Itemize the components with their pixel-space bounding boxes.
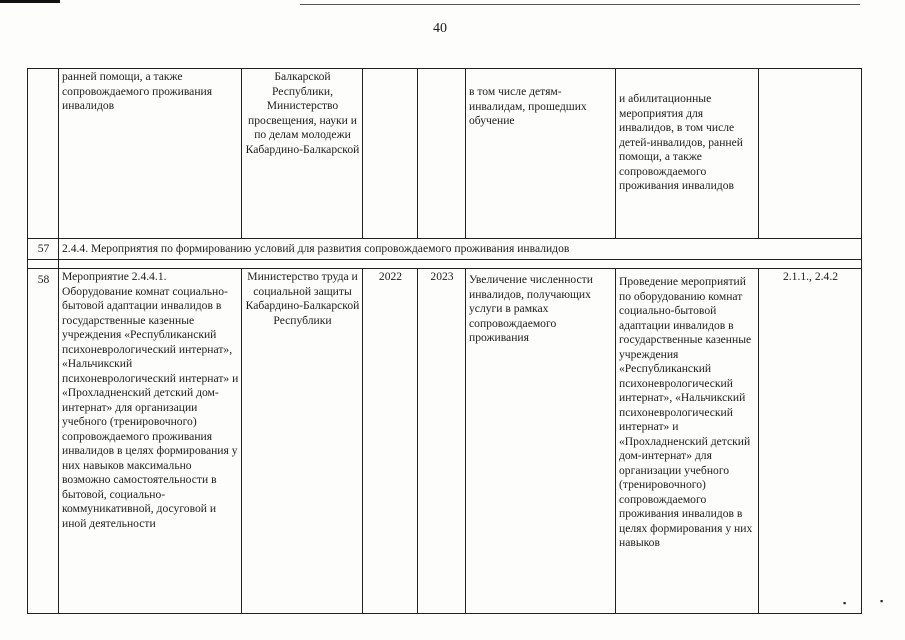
scan-edge-mark [0, 0, 60, 3]
executor-cell: Министерство труда и социальной защиты Кабардино-Балкарской Республики [242, 269, 363, 614]
row-number [28, 69, 59, 239]
measures-table [27, 68, 862, 614]
activity-cell: Мероприятие 2.4.4.1. Оборудование комнат социально-бытовой адаптации инвалидов в государственные казенные учреждения «Республиканский психоневрологический интернат», «Нальчикский психоневрологический интернат» и «Прохладненский детский дом-интернат» для организации учебного (тренировочного) сопровождаемого проживания инвалидов в целях формирования у них навыков максимально возможно самостоятельности в бытовой, социально-коммуникативной, досуговой и иной деятельности [59, 269, 242, 614]
spacer-row [28, 260, 862, 269]
result-cell: Увеличение численности инвалидов, получающих услуги в рамках сопровождаемого проживания [466, 269, 616, 614]
page-number: 40 [433, 21, 447, 36]
end-year-cell [418, 69, 466, 239]
activity-cell: ранней помощи, а также сопровождаемого проживания инвалидов [59, 69, 242, 239]
result-cell: в том числе детям-инвалидам, прошедших обучение [466, 69, 616, 239]
link-cell [759, 69, 862, 239]
scan-speck: ▪ [843, 598, 847, 608]
row-number: 57 [28, 239, 59, 260]
content-cell: и абилитационные мероприятия для инвалидов, в том числе детей-инвалидов, ранней помощи, а также сопровождаемого проживания инвалидов [616, 69, 759, 239]
top-rule [300, 4, 860, 5]
end-year-cell: 2023 [418, 269, 466, 614]
section-heading: 2.4.4. Мероприятия по формированию условий для развития сопровождаемого проживания инвалидов [59, 239, 862, 260]
start-year-cell: 2022 [363, 269, 418, 614]
section-row [28, 239, 862, 260]
table-row [28, 269, 862, 614]
content-cell: Проведение мероприятий по оборудованию комнат социально-бытовой адаптации инвалидов в государственные казенные учреждения «Республиканский психоневрологический интернат», «Нальчикский психоневрологический интернат» и «Прохладненский детский дом-интернат» для организации учебного (тренировочного) сопровождаемого проживания инвалидов в целях формирования у них навыков [616, 269, 759, 614]
link-cell: 2.1.1., 2.4.2 [759, 269, 862, 614]
executor-cell: Балкарской Республики, Министерство просвещения, науки и по делам молодежи Кабардино-Балкарской [242, 69, 363, 239]
table-row [28, 69, 862, 239]
row-number: 58 [28, 269, 59, 614]
scan-speck: ▪ [880, 596, 884, 606]
start-year-cell [363, 69, 418, 239]
